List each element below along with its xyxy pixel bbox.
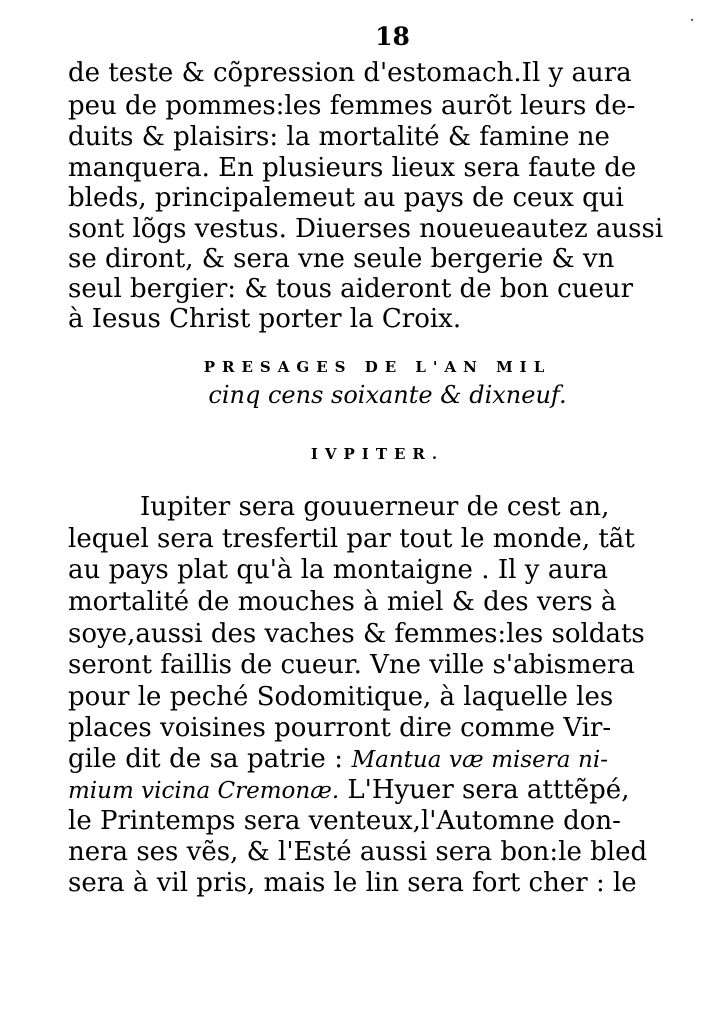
text-line: seul bergier: & tous aideront de bon cueur [68,274,634,304]
corner-mark: · [689,10,695,31]
text-line: sera à vil pris, mais le lin sera fort cher : le [68,868,637,898]
subheading: IVPITER. [310,445,445,463]
text-run: gile dit de sa patrie : [68,744,344,774]
latin-quote: mium vicina Cremonæ. [68,778,340,804]
text-line: seront faillis de cueur. Vne ville s'abismera [68,650,635,680]
text-line: peu de pommes:les femmes aurõt leurs de- [68,91,636,121]
text-line: duits & plaisirs: la mortalité & famine ne [68,122,610,152]
text-line: à Iesus Christ porter la Croix. [68,304,462,334]
text-line: pour le peché Sodomitique, à laquelle les [68,682,614,712]
section-heading-italic: cinq cens soixante & dixneuf. [208,381,567,409]
text-line: places voisines pourront dire comme Vir- [68,713,612,743]
text-line: de teste & cõpression d'estomach.Il y aura [68,58,632,88]
page-number: 18 [375,22,410,51]
text-line: manquera. En plusieurs lieux sera faute de [68,153,637,183]
text-line: lequel sera tresfertil par tout le monde, tãt [68,524,635,554]
text-line: le Printemps sera venteux,l'Automne don- [68,806,621,836]
latin-quote: Mantua væ misera ni- [351,747,608,773]
text-line [68,746,608,772]
text-line: bleds, principalemeut au pays de ceux qui [68,183,624,213]
text-line: Iupiter sera gouuerneur de cest an, [140,492,610,522]
text-line: se diront, & sera vne seule bergerie & vn [68,244,615,274]
text-line: au pays plat qu'à la montaigne . Il y aura [68,555,608,585]
text-run: L'Hyuer sera atttẽpé, [347,775,630,805]
text-line: mortalité de mouches à miel & des vers à [68,587,617,617]
text-line: soye,aussi des vaches & femmes:les soldats [68,619,645,649]
text-line [68,775,630,805]
text-line: nera ses vẽs, & l'Esté aussi sera bon:le bled [68,837,648,867]
text-line: sont lõgs vestus. Diuerses noueueautez aussi [68,214,664,244]
section-heading: PRESAGES DE L'AN MIL [203,358,552,376]
